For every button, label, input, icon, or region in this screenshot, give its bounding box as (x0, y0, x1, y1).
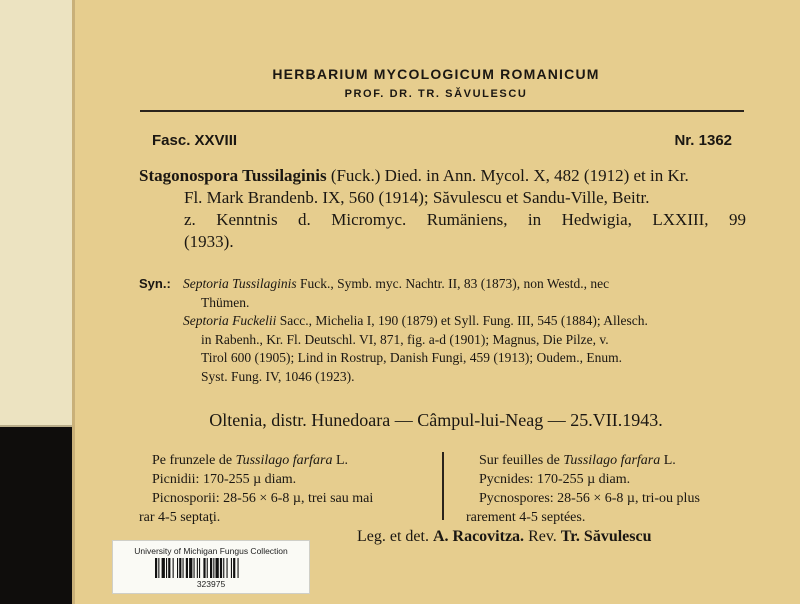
barcode-bar (227, 558, 228, 578)
fr-host-suffix: L. (660, 453, 676, 468)
reviewer-name: Tr. Săvulescu (560, 528, 652, 545)
institution-title: HERBARIUM MYCOLOGICUM ROMANICUM (272, 66, 600, 82)
backing-sheet-edge (0, 425, 72, 427)
synonym-2-line3: Tirol 600 (1905); Lind in Rostrup, Danish Fungi, 459 (1913); Oudem., Enum. (201, 350, 622, 365)
barcode-bar (199, 558, 200, 578)
synonyms-block (139, 275, 749, 386)
barcode-bar (223, 558, 224, 578)
header-rule (140, 110, 744, 112)
collector-line (357, 528, 651, 546)
institution-subtitle: PROF. DR. TR. SĂVULESCU (344, 88, 528, 100)
fr-pycnidia: Pycnides: 170-255 µ diam. (479, 472, 631, 487)
barcode-bar (233, 558, 235, 578)
barcode-bar (220, 558, 222, 578)
barcode-bar (197, 558, 198, 578)
barcode-bar (183, 558, 184, 578)
species-citation-line3: z. Kenntnis d. Micromyc. Rumäniens, in Hedwigia, LXXIII, 99 (184, 210, 746, 229)
barcode-number: 323975 (196, 579, 226, 589)
description-french (466, 451, 700, 527)
fr-septation: rarement 4-5 septées. (466, 510, 586, 525)
species-name: Stagonospora Tussilaginis (139, 166, 327, 185)
barcode-bar (158, 558, 159, 578)
ro-host-name: Tussilago farfara (235, 453, 333, 468)
barcode-bar (238, 558, 239, 578)
ro-host-prefix: Pe frunzele de (152, 453, 236, 468)
barcode-label (112, 540, 310, 594)
synonym-1-name: Septoria Tussilaginis (183, 276, 297, 291)
fr-pycnospores: Pycnospores: 28-56 × 6-8 µ, tri-ou plus (479, 491, 700, 506)
fr-host-name: Tussilago farfara (563, 453, 661, 468)
species-citation-line2: Fl. Mark Brandenb. IX, 560 (1914); Săvulescu et Sandu-Ville, Beitr. (184, 188, 650, 207)
collector-name: A. Racovitza. (432, 528, 525, 545)
fr-host-prefix: Sur feuilles de (479, 453, 564, 468)
species-citation-line1: (Fuck.) Died. in Ann. Mycol. X, 482 (1912) et in Kr. (326, 166, 689, 185)
barcode-collection-name: University of Michigan Fungus Collection (134, 546, 288, 556)
barcode-bars (155, 558, 267, 578)
synonym-2-line2: in Rabenh., Kr. Fl. Deutschl. VI, 871, fig. a-d (1901); Magnus, Die Pilze, v. (201, 331, 609, 347)
barcode-bar (162, 558, 165, 578)
specimen-number: Nr. 1362 (674, 132, 732, 149)
ro-pycnidia: Picnidii: 170-255 µ diam. (152, 472, 297, 487)
barcode-bar (177, 558, 178, 578)
ro-pycnospores: Picnosporii: 28-56 × 6-8 µ, trei sau mai (152, 491, 374, 506)
barcode-bar (203, 558, 205, 578)
barcode-bar (194, 558, 195, 578)
barcode-bar (231, 558, 232, 578)
barcode-bar (189, 558, 192, 578)
barcode-bar (179, 558, 181, 578)
barcode-bar (155, 558, 157, 578)
ro-septation: rar 4-5 septaţi. (139, 510, 221, 525)
fascicle-number: Fasc. XXVIII (152, 132, 238, 149)
synonym-1-citation: Fuck., Symb. myc. Nachtr. II, 83 (1873), non Westd., nec (296, 276, 610, 291)
barcode-bar (216, 558, 219, 578)
backing-sheet (0, 0, 72, 425)
collector-prefix: Leg. et det. (357, 528, 433, 545)
barcode-bar (173, 558, 174, 578)
species-citation (139, 165, 746, 253)
synonyms-label: Syn.: (139, 276, 171, 291)
reviewer-prefix: Rev. (524, 528, 561, 545)
column-divider (442, 452, 444, 520)
herbarium-label (72, 0, 800, 604)
ro-host-suffix: L. (332, 453, 349, 468)
barcode-bar (186, 558, 188, 578)
barcode-bar (166, 558, 167, 578)
locality-date: Oltenia, distr. Hunedoara — Câmpul-lui-Neag — 25.VII.1943. (209, 410, 663, 430)
barcode-bar (168, 558, 170, 578)
barcode-bar (210, 558, 212, 578)
barcode-bar (207, 558, 208, 578)
description-romanian (139, 451, 373, 527)
barcode-bar (213, 558, 214, 578)
species-citation-line4: (1933). (184, 232, 234, 251)
synonym-2-name: Septoria Fuckelii (183, 313, 277, 328)
synonym-2-line4: Syst. Fung. IV, 1046 (1923). (201, 368, 355, 384)
synonym-1-continuation: Thümen. (201, 294, 250, 310)
synonym-2-citation: Sacc., Michelia I, 190 (1879) et Syll. Fung. III, 545 (1884); Allesch. (276, 313, 648, 328)
